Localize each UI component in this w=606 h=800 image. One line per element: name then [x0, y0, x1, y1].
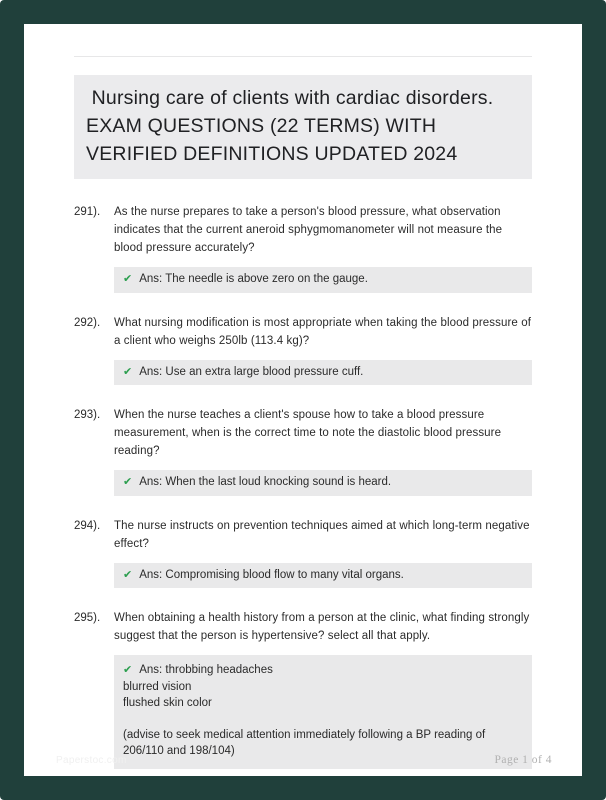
page-number-indicator: Page 1 of 4 — [494, 754, 552, 766]
answer-text: Ans: Use an extra large blood pressure cuff. — [139, 365, 364, 378]
answer-text: Ans: When the last loud knocking sound is heard. — [139, 476, 392, 488]
title-block — [74, 75, 532, 179]
question-list — [74, 203, 532, 769]
question-item — [74, 517, 532, 589]
document-page — [24, 24, 582, 776]
question-text: As the nurse prepares to take a person's blood pressure, what observation indicates that the current aneroid sphygmomanometer will not measure the blood pressure accurately? — [114, 206, 503, 254]
answer-box — [114, 563, 532, 589]
question-text: When obtaining a health history from a person at the clinic, what finding strongly suggest that the person is hypertensive? select all that apply. — [114, 612, 530, 642]
question-item — [74, 406, 532, 496]
check-icon: ✔ — [123, 273, 133, 285]
question-number: 292). — [74, 316, 101, 329]
question-text: The nurse instructs on prevention techniques aimed at which long-term negative effect? — [114, 519, 530, 550]
check-icon: ✔ — [123, 664, 133, 676]
answer-text: Ans: Compromising blood flow to many vital organs. — [139, 568, 404, 581]
answer-note: (advise to seek medical attention immediately following a BP reading of 206/110 and 198/104) — [123, 728, 486, 757]
answer-box — [114, 360, 532, 386]
document-title: Nursing care of clients with cardiac disorders. EXAM QUESTIONS (22 TERMS) WITH VERIFIED DEFINITIONS UPDATED 2024 — [86, 87, 499, 165]
page-footer — [56, 754, 552, 766]
answer-box — [114, 267, 532, 293]
watermark-text: Paperstoc.com — [56, 755, 127, 766]
answer-text: Ans: The needle is above zero on the gauge. — [139, 273, 368, 285]
question-number: 291). — [74, 206, 101, 218]
answer-box — [114, 470, 532, 496]
check-icon: ✔ — [123, 365, 133, 378]
answer-extra-line: flushed skin color — [123, 697, 212, 709]
question-text: What nursing modification is most appropriate when taking the blood pressure of a client who weighs 250lb (113.4 kg)? — [114, 316, 532, 347]
answer-extra-line: blurred vision — [123, 680, 192, 693]
question-number: 293). — [74, 409, 101, 421]
check-icon: ✔ — [123, 476, 133, 488]
question-text: When the nurse teaches a client's spouse how to take a blood pressure measurement, when is the correct time to note the diastolic blood pressure reading? — [114, 409, 502, 457]
question-item — [74, 314, 532, 386]
answer-box — [114, 655, 532, 769]
question-number: 295). — [74, 612, 101, 624]
answer-text: Ans: throbbing headaches — [139, 664, 273, 676]
top-divider — [74, 56, 532, 57]
check-icon: ✔ — [123, 568, 133, 581]
question-item — [74, 203, 532, 293]
question-number: 294). — [74, 519, 101, 532]
question-item — [74, 609, 532, 769]
